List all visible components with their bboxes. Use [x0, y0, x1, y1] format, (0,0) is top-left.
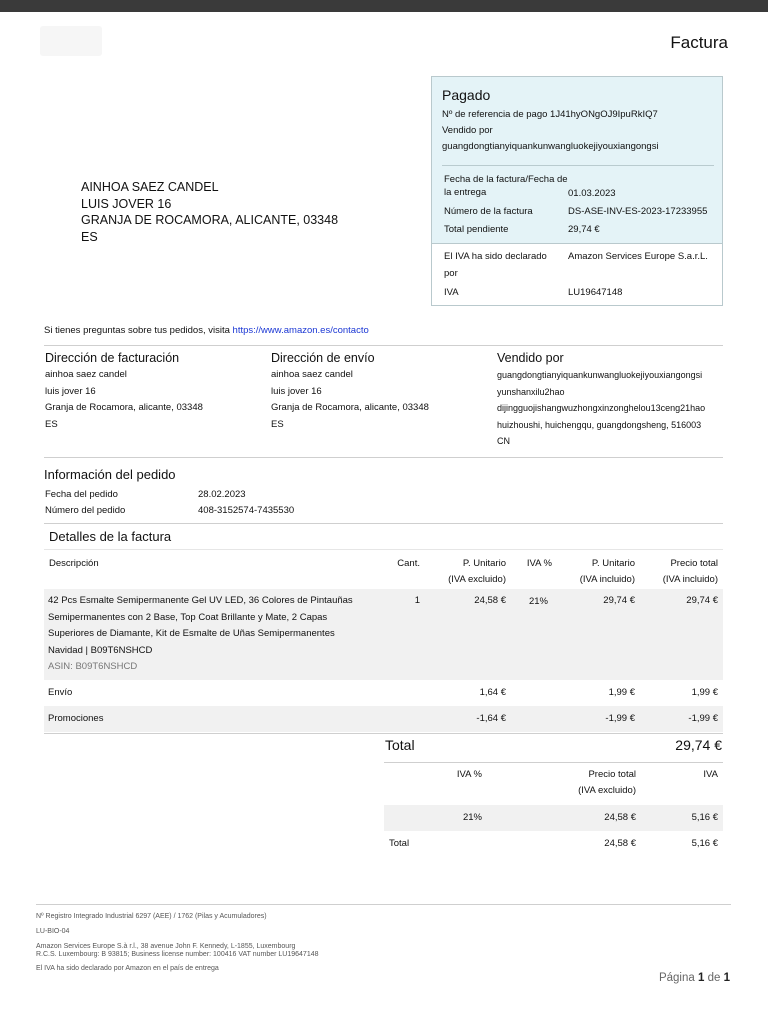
item-unit-incl: 29,74 € — [603, 595, 635, 606]
vat-summary-col-pct: IVA % — [456, 769, 482, 780]
item-description — [48, 593, 378, 676]
page-of: de — [707, 972, 721, 984]
page-total: 1 — [723, 972, 730, 984]
invoice-date-label: Fecha de la factura/Fecha de la entrega — [444, 174, 568, 198]
vat-summary-iva: 5,16 € — [691, 812, 718, 823]
billing-address — [45, 351, 245, 433]
shipping-unit-incl: 1,99 € — [608, 687, 635, 698]
iva-value: LU19647148 — [568, 287, 623, 298]
order-date-label: Fecha del pedido — [45, 489, 118, 500]
total-pending-row — [444, 222, 719, 238]
vat-summary-total-label: Total — [389, 838, 410, 849]
col-vat-pct: IVA % — [526, 558, 552, 569]
customer-line: ES — [81, 229, 98, 244]
vat-summary-col-price-line1: Precio total — [588, 769, 636, 780]
col-unit-excl-line2: (IVA excluido) — [448, 574, 506, 585]
vat-summary-total-iva: 5,16 € — [691, 838, 718, 849]
shipping-line: luis jover 16 — [271, 385, 322, 397]
promo-unit-incl: -1,99 € — [605, 713, 635, 724]
top-bar — [0, 0, 768, 12]
vat-summary-col-price-line2: (IVA excluido) — [578, 785, 636, 796]
billing-line: ainhoa saez candel — [45, 369, 127, 380]
payment-status: Pagado — [442, 87, 491, 103]
vat-declared-label: El IVA ha sido declarado por — [444, 251, 547, 279]
invoice-date-value: 01.03.2023 — [568, 188, 616, 199]
vat-summary-row — [384, 805, 723, 831]
shipping-total: 1,99 € — [691, 687, 718, 698]
invoice-number-row — [444, 204, 719, 220]
promo-total: -1,99 € — [688, 713, 718, 724]
divider — [44, 457, 723, 458]
seller-title: Vendido por — [497, 351, 564, 365]
col-unit-excl-line1: P. Unitario — [462, 558, 506, 569]
footer-code: LU-BIO-04 — [36, 928, 70, 935]
table-row — [44, 706, 723, 732]
invoice-fields — [444, 173, 719, 238]
divider — [442, 165, 714, 166]
payment-summary-box — [431, 76, 723, 244]
sold-by-value: guangdongtianyiquankunwangluokejiyouxiangongsi — [442, 141, 659, 152]
contact-link[interactable]: https://www.amazon.es/contacto — [232, 325, 369, 336]
seller-line: yunshanxilu2hao — [497, 386, 565, 397]
col-quantity: Cant. — [397, 558, 420, 569]
invoice-number-value: DS-ASE-INV-ES-2023-17233955 — [568, 206, 708, 217]
order-number-label: Número del pedido — [45, 505, 126, 516]
billing-line: ES — [45, 418, 58, 430]
shipping-unit-excl: 1,64 € — [479, 687, 506, 698]
item-desc-line: Superiores de Diamante, Kit de Esmalte de Uñas Semipermanentes — [48, 628, 335, 639]
item-total: 29,74 € — [686, 595, 718, 606]
customer-line: AINHOA SAEZ CANDEL — [81, 180, 219, 194]
vat-summary-price: 24,58 € — [604, 812, 636, 823]
col-total-line1: Precio total — [670, 558, 718, 569]
page-current: 1 — [697, 972, 705, 984]
customer-line: GRANJA DE ROCAMORA, ALICANTE, 03348 — [81, 213, 339, 227]
payment-reference: Nº de referencia de pago 1J41hyONgOJ9IpuRkIQ7 — [442, 109, 658, 120]
shipping-label: Envío — [48, 687, 73, 698]
contact-line — [44, 325, 369, 336]
page-label: Página — [658, 972, 695, 984]
vat-summary-total-row — [384, 831, 723, 857]
invoice-date-row — [444, 173, 719, 202]
shipping-line: ES — [271, 418, 284, 430]
item-qty: 1 — [414, 595, 420, 606]
order-date-value: 28.02.2023 — [198, 489, 246, 500]
seller-line: guangdongtianyiquankunwangluokejiyouxiangongsi — [497, 370, 703, 380]
col-unit-incl-line1: P. Unitario — [591, 558, 635, 569]
divider — [44, 523, 723, 524]
item-asin: ASIN: B09T6NSHCD — [48, 661, 138, 672]
footer-registry: Nº Registro Integrado Industrial 6297 (AEE) / 1762 (Pilas y Acumuladores) — [36, 913, 267, 920]
col-description: Descripción — [49, 558, 99, 569]
order-info-title: Información del pedido — [44, 467, 176, 482]
footer-company-address: Amazon Services Europe S.à r.l., 38 avenue John F. Kennedy, L-1855, Luxembourg — [36, 943, 296, 950]
total-pending-value: 29,74 € — [568, 224, 600, 235]
col-unit-excl — [420, 556, 506, 588]
payment-info — [442, 107, 717, 155]
table-row — [44, 680, 723, 706]
divider — [36, 904, 731, 905]
vat-declared-value: Amazon Services Europe S.a.r.L. — [568, 251, 708, 262]
customer-line: LUIS JOVER 16 — [81, 196, 172, 211]
seller-address — [497, 351, 727, 450]
sold-by-label: Vendido por — [442, 125, 493, 136]
vat-summary-total-price: 24,58 € — [604, 838, 636, 849]
seller-line: dijingguojishangwuzhongxinzonghelou13ceng21hao — [497, 403, 706, 413]
divider — [44, 549, 723, 550]
item-desc-line: 42 Pcs Esmalte Semipermanente Gel UV LED, 36 Colores de Pintauñas — [48, 595, 353, 606]
billing-title: Dirección de facturación — [45, 351, 180, 365]
promo-unit-excl: -1,64 € — [476, 713, 506, 724]
vat-summary-col-iva: IVA — [703, 769, 718, 780]
contact-text: Si tienes preguntas sobre tus pedidos, visita — [44, 325, 230, 336]
col-total-line2: (IVA incluido) — [662, 574, 718, 585]
invoice-details-title: Detalles de la factura — [49, 529, 172, 544]
order-number-value: 408-3152574-7435530 — [198, 505, 295, 516]
promo-label: Promociones — [48, 713, 104, 724]
item-desc-line: Navidad | B09T6NSHCD — [48, 644, 153, 656]
shipping-line: ainhoa saez candel — [271, 369, 353, 380]
item-unit-excl: 24,58 € — [474, 595, 506, 606]
item-desc-line: Semipermanentes con 2 Base, Top Coat Brillante y Mate, 2 Capas — [48, 611, 328, 623]
vat-summary-pct: 21% — [462, 812, 482, 823]
footer-vat-note: El IVA ha sido declarado por Amazon en el país de entrega — [36, 965, 219, 972]
seller-line: huizhoushi, huichengqu, guangdongsheng, 516003 — [497, 419, 702, 430]
footer-company-registration: R.C.S. Luxembourg: B 93815; Business license number: 100416 VAT number LU19647148 — [36, 951, 319, 958]
table-row — [44, 589, 723, 680]
iva-label: IVA — [444, 287, 459, 298]
vat-summary-col-price — [540, 767, 636, 799]
total-pending-label: Total pendiente — [444, 224, 509, 235]
amazon-logo — [40, 26, 102, 56]
col-unit-incl-line2: (IVA incluido) — [579, 574, 635, 585]
document-title: Factura — [670, 33, 728, 52]
grand-total-label: Total — [385, 737, 415, 753]
shipping-address — [271, 351, 481, 433]
page-number — [659, 972, 730, 984]
shipping-line: Granja de Rocamora, alicante, 03348 — [271, 402, 429, 413]
invoice-number-label: Número de la factura — [444, 206, 533, 217]
divider — [384, 762, 723, 763]
customer-address — [81, 179, 338, 245]
seller-line: CN — [497, 436, 510, 446]
col-total — [635, 556, 718, 588]
grand-total-value: 29,74 € — [675, 737, 722, 753]
billing-line: luis jover 16 — [45, 385, 96, 397]
vat-declaration-box — [431, 244, 723, 306]
divider — [44, 345, 723, 346]
shipping-title: Dirección de envío — [271, 351, 375, 365]
billing-line: Granja de Rocamora, alicante, 03348 — [45, 402, 203, 413]
col-unit-incl — [552, 556, 635, 588]
item-vat-pct: 21% — [528, 596, 548, 607]
divider — [44, 733, 723, 734]
